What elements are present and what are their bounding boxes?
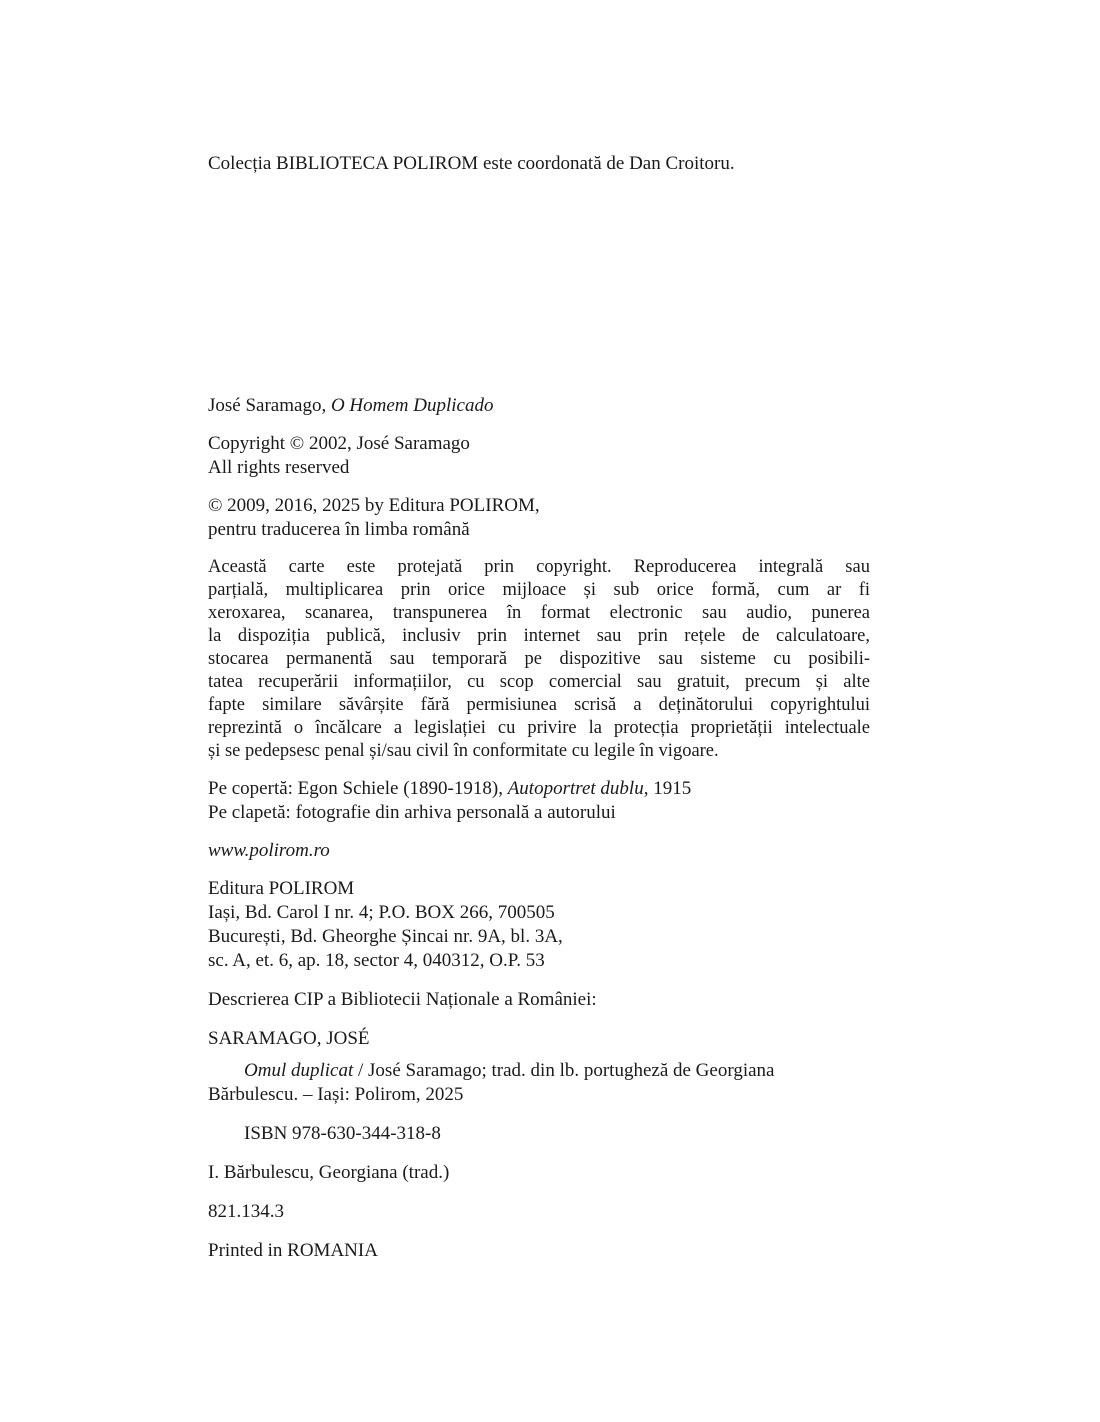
cip-description xyxy=(208,1059,870,1083)
copyright-line: Copyright © 2002, José Saramago xyxy=(208,433,470,454)
publisher-address-iasi: Iași, Bd. Carol I nr. 4; P.O. BOX 266, 700505 xyxy=(208,902,555,923)
cover-credit xyxy=(208,777,870,801)
cip-heading: Descrierea CIP a Bibliotecii Naționale a României: xyxy=(208,989,597,1010)
website-link[interactable]: www.polirom.ro xyxy=(208,840,330,861)
legal-notice-line: tatea recuperării informațiilor, cu scop comercial sau gratuit, precum și alte xyxy=(208,672,870,692)
legal-notice-line: și se pedepsesc penal și/sau civil în conformitate cu legile în vigoare. xyxy=(208,741,719,761)
cover-credit-prefix: Pe copertă: Egon Schiele (1890-1918), xyxy=(208,778,508,799)
flap-credit: Pe clapetă: fotografie din arhiva personală a autorului xyxy=(208,802,616,823)
spacer xyxy=(208,973,870,988)
legal-notice xyxy=(208,556,870,763)
spacer xyxy=(208,542,870,556)
spacer xyxy=(208,1224,870,1239)
original-title: O Homem Duplicado xyxy=(330,395,494,416)
original-title-line xyxy=(208,394,870,418)
legal-notice-line: xeroxarea, scanarea, transpunerea în format electronic sau audio, punerea xyxy=(208,603,871,623)
collection-note: Colecția BIBLIOTECA POLIROM este coordonată de Dan Croitoru. xyxy=(208,153,735,174)
publisher-name: Editura POLIROM xyxy=(208,878,355,899)
cover-credit-year: , 1915 xyxy=(643,778,692,799)
spacer xyxy=(208,825,870,839)
translation-copyright-line: © 2009, 2016, 2025 by Editura POLIROM, xyxy=(208,495,540,516)
legal-notice-line: Această carte este protejată prin copyright. Reproducerea integrală sau xyxy=(208,557,870,577)
spacer xyxy=(208,863,870,877)
legal-notice-line: parțială, multiplicarea prin orice mijloace și sub orice formă, cum ar fi xyxy=(208,580,871,600)
spacer xyxy=(208,1012,870,1027)
cip-udc: 821.134.3 xyxy=(208,1201,284,1222)
cip-description-2: Bărbulescu. – Iași: Polirom, 2025 xyxy=(208,1084,464,1105)
spacer xyxy=(208,1051,870,1059)
translation-note-line: pentru traducerea în limba română xyxy=(208,519,470,540)
copyright-page xyxy=(208,0,870,1263)
printed-in: Printed in ROMANIA xyxy=(208,1240,378,1261)
cip-isbn: ISBN 978-630-344-318-8 xyxy=(244,1123,441,1144)
cover-artwork-title: Autoportret dublu xyxy=(507,778,644,799)
rights-line: All rights reserved xyxy=(208,457,350,478)
spacer xyxy=(208,176,870,394)
spacer xyxy=(208,1146,870,1161)
cip-title: Omul duplicat xyxy=(244,1060,354,1081)
legal-notice-line: reprezintă o încălcare a legislației cu privire la protecția proprietății intelectuale xyxy=(208,718,871,738)
publisher-address-bucuresti-cont: sc. A, et. 6, ap. 18, sector 4, 040312, O.P. 53 xyxy=(208,950,545,971)
spacer xyxy=(208,1185,870,1200)
legal-notice-line: fapte similare săvârșite fără permisiunea scrisă a deținătorului copyrightului xyxy=(208,695,870,715)
spacer xyxy=(208,763,870,777)
spacer xyxy=(208,418,870,432)
legal-notice-line: stocarea permanentă sau temporară pe dispozitive sau sisteme cu posibili- xyxy=(208,649,870,669)
cip-author: SARAMAGO, JOSÉ xyxy=(208,1028,370,1049)
cip-description-1: / José Saramago; trad. din lb. portugheză de Georgiana xyxy=(353,1060,775,1081)
spacer xyxy=(208,1107,870,1122)
legal-notice-line: la dispoziția publică, inclusiv prin internet sau prin rețele de calculatoare, xyxy=(208,626,870,646)
cip-translator: I. Bărbulescu, Georgiana (trad.) xyxy=(208,1162,450,1183)
original-author: José Saramago, xyxy=(208,395,331,416)
publisher-address-bucuresti: București, Bd. Gheorghe Șincai nr. 9A, bl. 3A, xyxy=(208,926,563,947)
spacer xyxy=(208,480,870,494)
